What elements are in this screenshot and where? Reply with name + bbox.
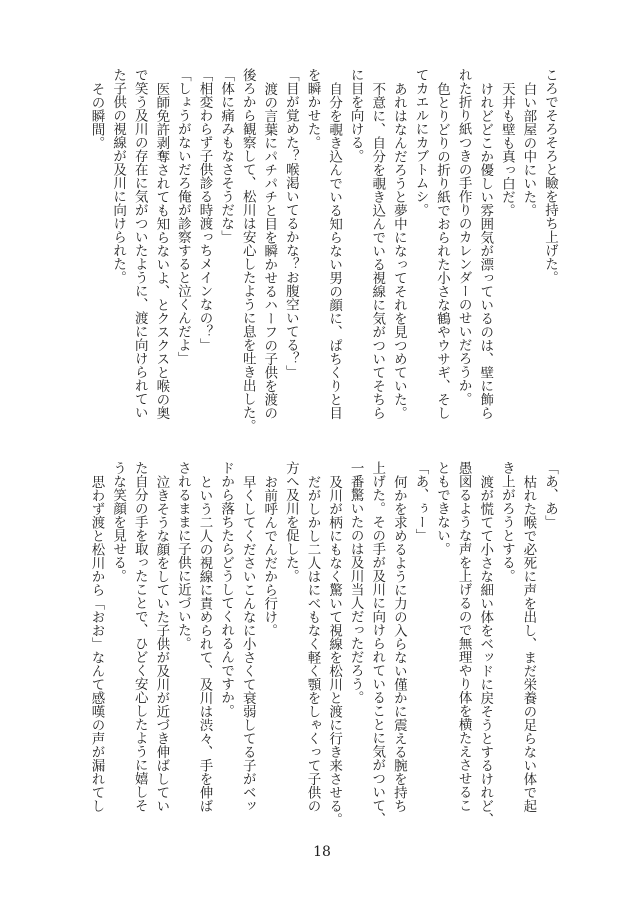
text-line: で笑う及川の存在に気がついたように、渡に向けられてい [131, 68, 148, 419]
page-number: 18 [313, 844, 331, 860]
text-line: 上げた。その手が及川に向けられていることに気がついて、 [369, 461, 386, 826]
text-line: 天井も壁も真っ白だ。 [498, 81, 515, 217]
text-line: れた折り紙つきの手作りのカレンダーのせいだろうか。 [455, 68, 472, 406]
text-line: た自分の手を取ったことで、ひどく安心したように嬉しそ [131, 461, 148, 812]
text-line: 自分を覗き込んでいる知らない男の顔に、ぱちくりと目 [326, 81, 343, 419]
text-line: 及川が柄にもなく驚いて視線を松川と渡に行き来させる。 [326, 474, 343, 826]
dialogue-line: 「目が覚めた？喉渇いてるかな？お腹空いてる？」 [282, 68, 299, 379]
dialogue-line: 「あ、あ」 [542, 461, 558, 529]
text-line: に目を向ける。 [347, 68, 364, 163]
dialogue-line: 「相変わらず子供診る時渡っちメインなの？」 [196, 68, 213, 352]
text-line: 愚図るような声を上げるので無理やり体を横たえさせるこ [455, 461, 472, 812]
dialogue-line: 「しょうがないだろ俺が診察すると泣くんだよ」 [174, 68, 191, 365]
text-line: 何かを求めるように力の入らない僅かに震える腕を持ち [390, 474, 407, 812]
text-line: うな笑顔を見せる。 [110, 461, 127, 583]
dialogue-line: 「体に痛みもなさそうだな」 [218, 68, 235, 244]
dialogue-line: 「あ、ぅー」 [412, 461, 429, 542]
text-line: ともできない。 [434, 461, 451, 556]
text-line: 不意に、自分を覗き込んでいる視線に気がついてそちら [369, 81, 386, 419]
text-line: ころでそろそろと瞼を持ち上げた。 [542, 68, 558, 284]
lower-text-block [85, 461, 560, 827]
text-line: 方へ及川を促した。 [282, 461, 299, 583]
text-line: き上がろうとする。 [498, 461, 515, 583]
text-line: という二人の視線に責められて、及川は渋々、手を伸ば [196, 474, 213, 812]
text-line: てカエルにカブトムシ。 [412, 68, 429, 217]
text-line: 白い部屋の中にいた。 [520, 81, 537, 217]
text-line: 色とりどりの折り紙でおられた小さな鶴やウサギ、そし [434, 81, 451, 419]
text-line: を瞬かせた。 [304, 68, 321, 149]
text-line: されるままに子供に近づいた。 [174, 461, 191, 650]
text-line: 渡の言葉にパチパチと目を瞬かせるハーフの子供を渡の [261, 81, 278, 419]
text-line: 渡が慌てて小さな細い体をベッドに戻そうとするけれど、 [477, 474, 494, 826]
text-line: 泣きそうな顔をしていた子供が及川が近づき伸ばしてい [153, 474, 170, 812]
text-line: だがしかし二人はにべもなく軽く顎をしゃくって子供の [304, 474, 321, 812]
text-line: 思わず渡と松川から「おお」なんて感嘆の声が漏れてし [88, 474, 105, 812]
upper-text-block [85, 68, 560, 434]
text-line: ドから落ちたらどうしてくれるんですか。 [218, 461, 235, 718]
text-line: あれはなんだろうと夢中になってそれを見つめていた。 [390, 81, 407, 419]
text-line: 後ろから観察して、松川は安心したように息を吐き出した。 [239, 68, 256, 433]
text-line: 枯れた喉で必死に声を出し、まだ栄養の足らない体で起 [520, 474, 537, 812]
text-line: 早くしてくださいこんなに小さくて衰弱してる子がベッ [239, 474, 256, 812]
text-line: 医師免許剥奪されても知らないよ、とクスクスと喉の奥 [153, 81, 170, 419]
text-line: た子供の視線が及川に向けられた。 [110, 68, 127, 284]
text-line: お前呼んでんだから行け。 [261, 474, 278, 637]
text-line: けれどどこか優しい雰囲気が漂っているのは、壁に飾ら [477, 81, 494, 419]
text-line: その瞬間。 [88, 81, 105, 149]
text-line: 一番驚いたのは及川当人だっただろう。 [347, 461, 364, 704]
